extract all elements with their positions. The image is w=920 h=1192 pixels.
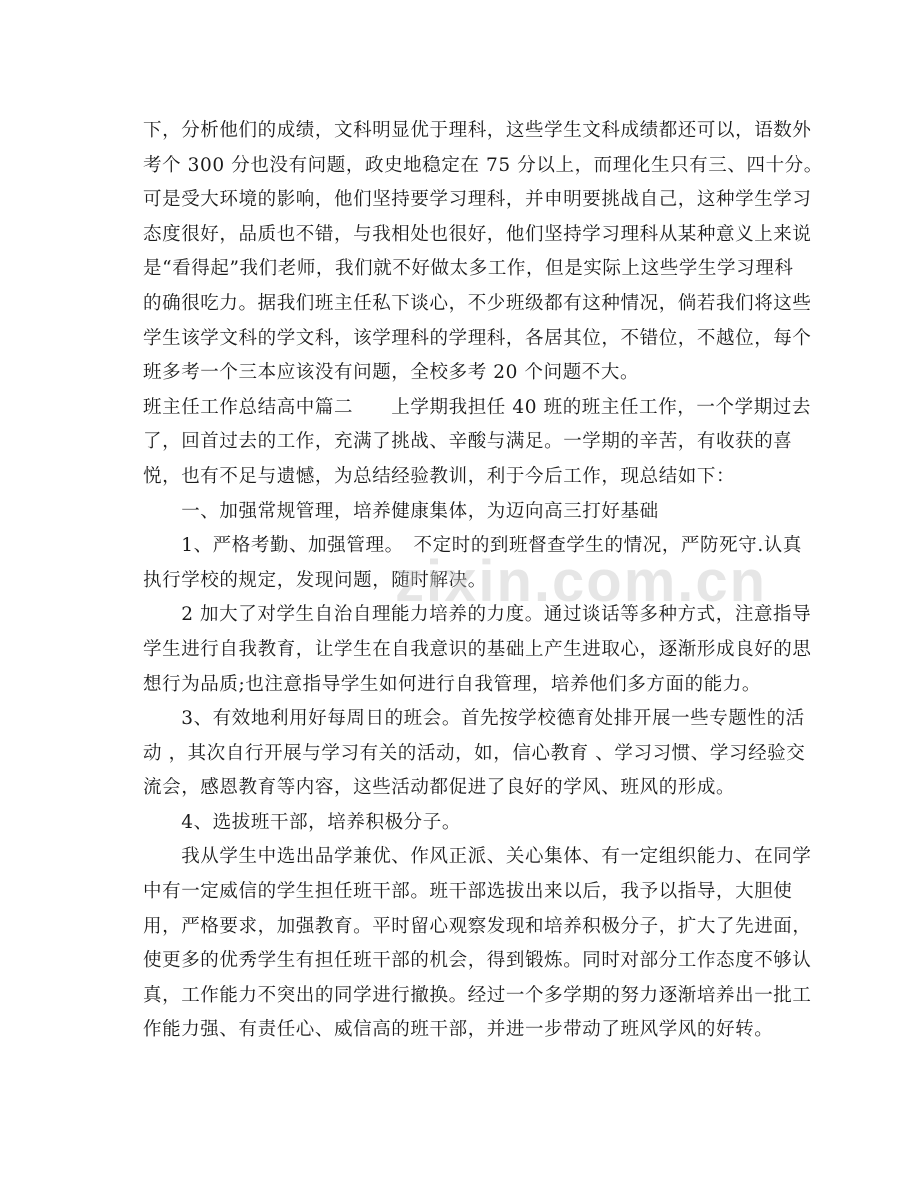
- text-line-5: 是“看得起”我们老师，我们就不好做太多工作，但是实际上这些学生学习理科: [143, 258, 794, 280]
- text-line-24: 用，严格要求，加强教育。平时留心观察发现和培养积极分子，扩大了先进面，: [143, 915, 812, 937]
- document-body: [143, 114, 823, 1048]
- text-line-3: 可是受大环境的影响，他们坚持要学习理科，并申明要挑战自己，这种学生学习: [143, 189, 812, 211]
- subheading-line-2: 4、选拔班干部，培养积极分子。: [143, 811, 461, 833]
- text-line-15: 2 加大了对学生自治自理能力培养的力度。通过谈话等多种方式，注意指导: [143, 604, 812, 626]
- text-line-17: 想行为品质;也注意指导学生如何进行自我管理，培养他们多方面的能力。: [143, 673, 762, 695]
- section-heading-line: 班主任工作总结高中篇二 上学期我担任 40 班的班主任工作，一个学期过去: [143, 396, 812, 418]
- text-line-26: 真，工作能力不突出的同学进行撤换。经过一个多学期的努力逐渐培养出一批工: [143, 984, 812, 1006]
- text-line-19: 动 ，其次自行开展与学习有关的活动，如，信心教育 、学习习惯、学习经验交: [143, 742, 806, 764]
- text-line-20: 流会，感恩教育等内容，这些活动都促进了良好的学风、班风的形成。: [143, 777, 736, 799]
- text-line-23: 中有一定威信的学生担任班干部。班干部选拔出来以后，我予以指导，大胆使: [143, 881, 793, 903]
- text-line-22: 我从学生中选出品学兼优、作风正派、关心集体、有一定组织能力、在同学: [143, 846, 812, 868]
- watermark: zixin.com.cn: [395, 549, 768, 614]
- subheading-line-1: 一、加强常规管理，培养健康集体，为迈向高三打好基础: [143, 500, 659, 522]
- text-line-2: 考个 300 分也没有问题，政史地稳定在 75 分以上，而理化生只有三、四十分。: [143, 154, 823, 176]
- text-line-27: 作能力强、有责任心、威信高的班干部，并进一步带动了班风学风的好转。: [143, 1019, 774, 1041]
- text-line-25: 使更多的优秀学生有担任班干部的机会，得到锻炼。同时对部分工作态度不够认: [143, 950, 812, 972]
- text-line-7: 学生该学文科的学文科，该学理科的学理科，各居其位，不错位，不越位，每个: [143, 327, 812, 349]
- text-line-8: 班多考一个三本应该没有问题，全校多考 20 个问题不大。: [143, 362, 640, 384]
- text-line-18: 3、有效地利用好每周日的班会。首先按学校德育处排开展一些专题性的活: [143, 708, 805, 730]
- text-line-11: 悦，也有不足与遗憾，为总结经验教训，利于今后工作，现总结如下：: [143, 465, 736, 487]
- text-line-4: 态度很好，品质也不错，与我相处也很好，他们坚持学习理科从某种意义上来说: [143, 223, 812, 245]
- text-line-13: 1、严格考勤、加强管理。 不定时的到班督查学生的情况，严防死守.认真: [143, 535, 803, 557]
- text-line-16: 学生进行自我教育，让学生在自我意识的基础上产生进取心，逐渐形成良好的思: [143, 638, 812, 660]
- text-line-6: 的确很吃力。据我们班主任私下谈心，不少班级都有这种情况，倘若我们将这些: [143, 292, 812, 314]
- text-line-14: 执行学校的规定，发现问题，随时解决。: [143, 569, 487, 591]
- text-line-10: 了，回首过去的工作，充满了挑战、辛酸与满足。一学期的辛苦，有收获的喜: [143, 431, 793, 453]
- text-line-1: 下，分析他们的成绩，文科明显优于理科，这些学生文科成绩都还可以，语数外: [143, 120, 812, 141]
